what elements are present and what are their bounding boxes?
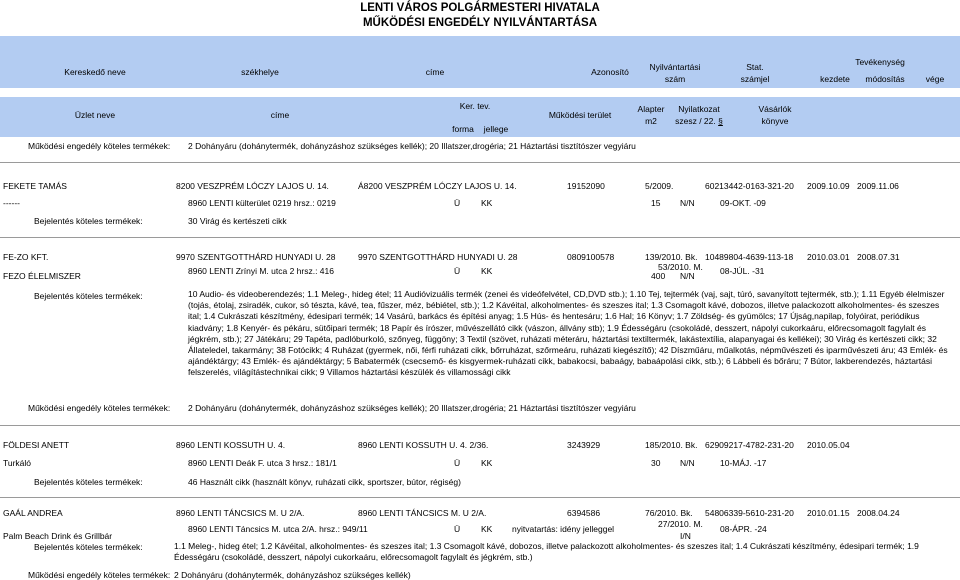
col-header-uzlet-cime: címe [270,110,290,120]
col-header-alapter-1: Alapter [637,104,665,114]
record-2-cim: 9970 SZENTGOTTHÁRD HUNYADI U. 28 [358,252,518,262]
record-2-uzlet-neve: FEZO ÉLELMISZER [3,271,81,281]
record-separator-3 [0,497,960,498]
col-header-modositas: módosítás [865,74,905,84]
col-header-uzlet-neve: Üzlet neve [74,110,116,120]
record-4-stat: 54806339-5610-231-20 [705,508,794,518]
record-4-mukodesi: 2 Dohányáru (dohánytermék, dohányzáshoz szükséges kellék) [174,570,411,580]
record-4-vasarlok: 08-ÁPR. -24 [720,524,767,534]
record-2-nyilv-szam-2: 53/2010. M. [658,262,703,272]
record-1-nyilv-szam: 5/2009. [645,181,674,191]
header-mukodesi-value: 2 Dohányáru (dohánytermék, dohányzáshoz szükséges kellék); 20 Illatszer,drogéria; 21 Háztartási tisztítószer vegyiáru [188,141,636,151]
record-1-uzlet-cim: 8960 LENTI külterület 0219 hrsz.: 0219 [188,198,336,208]
header-separator [0,162,960,163]
record-3-bejelentes: 46 Használt cikk (használt könyv, ruházati cikk, sportszer, bútor, régiség) [188,477,461,487]
record-2-kereskedo: FE-ZO KFT. [3,252,49,262]
header-mukodesi-label: Működési engedély köteles termékek: [28,141,171,151]
col-header-jellege: jellege [483,124,509,134]
record-3-nyilv-szam: 185/2010. Bk. [645,440,698,450]
col-header-tevekenyseg: Tevékenység [855,57,905,67]
record-2-szekhely: 9970 SZENTGOTTHÁRD HUNYADI U. 28 [176,252,336,262]
record-3-kezdete: 2010.05.04 [807,440,850,450]
col-header-mukodesi-terulet: Működési terület [548,110,612,120]
record-4-uzlet-cim: 8960 LENTI Táncsics M. utca 2/A. hrsz.: 949/11 [188,524,368,534]
record-1-forma: Ü [454,198,461,208]
record-2-stat: 10489804-4639-113-18 [705,252,794,262]
record-3-stat: 62909217-4782-231-20 [705,440,794,450]
col-header-nyilatkozat-1: Nyilatkozat [678,104,720,114]
record-1-bejelentes: 30 Virág és kertészeti cikk [188,216,287,226]
col-header-szekhelye: székhelye [241,67,279,77]
nyilatkozat-label: szesz / 22. [675,116,716,126]
record-3-jelleg: KK [481,458,493,468]
record-2-bejelentes-label: Bejelentés köteles termékek: [34,291,143,301]
record-4-kereskedo: GAÁL ANDREA [3,508,63,518]
record-4-uzlet-neve: Palm Beach Drink és Grillbár [3,531,113,541]
col-header-azonosito: Azonosító [591,67,629,77]
record-1-azonosito: 19152090 [567,181,605,191]
record-2-nyilatkozat: N/N [680,271,695,281]
col-header-kereskedo-neve: Kereskedő neve [64,67,126,77]
record-3-kereskedo: FÖLDESI ANETT [3,440,70,450]
record-1-alapter: 15 [651,198,661,208]
col-header-nyilvantartasi-2: szám [664,74,686,84]
record-4-mukodesi-label: Működési engedély köteles termékek: [28,570,171,580]
col-header-kezdete: kezdete [820,74,850,84]
col-header-vasarlok-1: Vásárlók [758,104,792,114]
record-1-kereskedo: FEKETE TAMÁS [3,181,67,191]
col-header-nyilvantartasi-1: Nyilvántartási [649,62,701,72]
record-2-modositas: 2008.07.31 [857,252,900,262]
record-1-vasarlok: 09-OKT. -09 [720,198,766,208]
record-2-mukodesi-label: Működési engedély köteles termékek: [28,403,171,413]
record-1-cim: Á8200 VESZPRÉM LÓCZY LAJOS U. 14. [358,181,517,191]
record-4-bejelentes-label: Bejelentés köteles termékek: [34,542,143,552]
record-4-azonosito: 6394586 [567,508,601,518]
record-4-nyilv-szam-1: 76/2010. Bk. [645,508,693,518]
report-title-line1: LENTI VÁROS POLGÁRMESTERI HIVATALA [360,2,600,14]
col-header-vasarlok-2: könyve [761,116,789,126]
col-header-alapter-2: m2 [645,116,657,126]
record-separator-2 [0,425,960,426]
record-3-alapter: 30 [651,458,661,468]
record-1-nyilatkozat: N/N [680,198,695,208]
record-2-forma: Ü [454,266,461,276]
paragraph-sign: § [718,116,723,126]
record-2-vasarlok: 08-JÚL. -31 [720,266,765,276]
col-header-stat-1: Stat. [746,62,764,72]
col-header-vege: vége [925,74,945,84]
record-4-kezdete: 2010.01.15 [807,508,850,518]
record-2-kezdete: 2010.03.01 [807,252,850,262]
record-2-uzlet-cim: 8960 LENTI Zrínyi M. utca 2 hrsz.: 416 [188,266,334,276]
record-separator-1 [0,237,960,238]
record-1-jelleg: KK [481,198,493,208]
record-4-modositas: 2008.04.24 [857,508,900,518]
record-1-kezdete: 2009.10.09 [807,181,850,191]
record-4-nyitvatartas: nyitvatartás: idény jelleggel [512,524,615,534]
col-header-forma: forma [452,124,474,134]
record-3-cim: 8960 LENTI KOSSUTH U. 4. 2/36. [358,440,489,450]
col-header-stat-2: számjel [740,74,770,84]
record-2-nyilv-szam-1: 139/2010. Bk. [645,252,698,262]
record-2-bejelentes: 10 Audio- és videoberendezés; 1.1 Meleg-, hideg étel; 11 Audióvizuális termék (zenei és videófelvétel, CD,DVD stb.); 1.10 Tej, tejtermék (vaj, sajt, túró, savanyított tejtermék, stb.); 1.11 Egyéb élelmiszer (tojás, étolaj, zsiradék, cukor, só tészta, kávé, tea, fűszer, méz, bébiétel, stb.); 1.2 Kávéital, alkoholmentes- és szeszes ital; 1.3 Csomagolt kávé, dobozos, illetve palackozott alkoholmentes- és szeszes ital; 1.4 Cukrászati készítmény, édesipari termék; 14 Vasárú, barkács és építési anyag; 1.5 Hús- és hentesáru; 1.6 Hal; 16 Könyv; 1.7 Zöldség- és gyümölcs; 17 Újság,napilap, folyóirat, periódikus kiadvány; 1.8 Kenyér- és pékáru, sütőipari termék; 18 Papír és írószer, művészellátó cikk (vászon, állvány stb); 1.9 Édességáru (csokoládé, desszert, nápolyi cukorkaáru, előrecsomagolt fagylalt és jégkrém, stb.); 27 Játékáru; 29 Tapéta, padlóburkoló, szőnyeg, függöny; 3 Textil (szövet, ruházati méteráru, háztartási textiltermék, lakástextília, alapanyagai és kellékei); 30 Virág és kertészeti cikk; 32 Állateledel, takarmány; 38 Fotócikk; 4 Ruházat (gyermek, női, férfi ruházati cikk, bőrruházat, szőrmeáru, ruházati kiegészítő); 42 Díszműáru, műalkotás, népművészeti és iparművészeti áru; 43 Emlék- és ajándéktárgy; 43 Emlék- és ajándéktárgy; 5 Babatermék (csecsemő- és kisgyermek-ruházati cikk, babakocsi, babaágy, babaápolási cikk, stb.); 6 Lábbeli és bőráru; 7 Bútor, lakberendezés, háztartási felszerelés, világítástechnikai cikk; 9 Villamos háztartási készülék és villamossági cikk [188,289,948,378]
record-3-azonosito: 3243929 [567,440,601,450]
record-4-szekhely: 8960 LENTI TÁNCSICS M. U 2/A. [176,508,305,518]
record-3-nyilatkozat: N/N [680,458,695,468]
record-1-szekhely: 8200 VESZPRÉM LÓCZY LAJOS U. 14. [176,181,329,191]
col-header-ker-tev: Ker. tev. [459,101,491,111]
record-1-modositas: 2009.11.06 [857,181,899,191]
record-1-bejelentes-label: Bejelentés köteles termékek: [34,216,143,226]
record-3-uzlet-cim: 8960 LENTI Deák F. utca 3 hrsz.: 181/1 [188,458,337,468]
record-4-nyilatkozat: I/N [680,531,691,541]
record-4-nyilv-szam-2: 27/2010. M. [658,519,703,529]
report-title-line2: MŰKÖDÉSI ENGEDÉLY NYILVÁNTARTÁSA [362,17,598,29]
record-4-bejelentes: 1.1 Meleg-, hideg étel; 1.2 Kávéital, alkoholmentes- és szeszes ital; 1.3 Csomagolt kávé, dobozos, illetve palackozott alkoholmentes- és szeszes ital; 1.4 Cukrászati készítmény, édesipari termék; 1.9 Édességáru (csokoládé, desszert, nápolyi cukorkaáru, előrecsomagolt fagylalt és jégkrém, stb.) [174,541,919,563]
record-3-uzlet-neve: Turkáló [3,458,32,468]
record-3-szekhely: 8960 LENTI KOSSUTH U. 4. [176,440,286,450]
record-4-forma: Ü [454,524,461,534]
record-3-forma: Ü [454,458,461,468]
record-2-jelleg: KK [481,266,493,276]
col-header-cime: címe [425,67,445,77]
record-2-mukodesi: 2 Dohányáru (dohánytermék, dohányzáshoz szükséges kellék); 20 Illatszer,drogéria; 21 Háztartási tisztítószer vegyiáru [188,403,636,413]
record-3-bejelentes-label: Bejelentés köteles termékek: [34,477,143,487]
record-2-azonosito: 0809100578 [567,252,615,262]
record-4-jelleg: KK [481,524,493,534]
record-1-stat: 60213442-0163-321-20 [705,181,794,191]
record-4-cim: 8960 LENTI TÁNCSICS M. U 2/A. [358,508,487,518]
record-2-alapter: 400 [651,271,666,281]
col-header-nyilatkozat-2 [664,116,734,126]
record-1-uzlet-neve: ------ [3,198,20,208]
record-3-vasarlok: 10-MÁJ. -17 [720,458,767,468]
